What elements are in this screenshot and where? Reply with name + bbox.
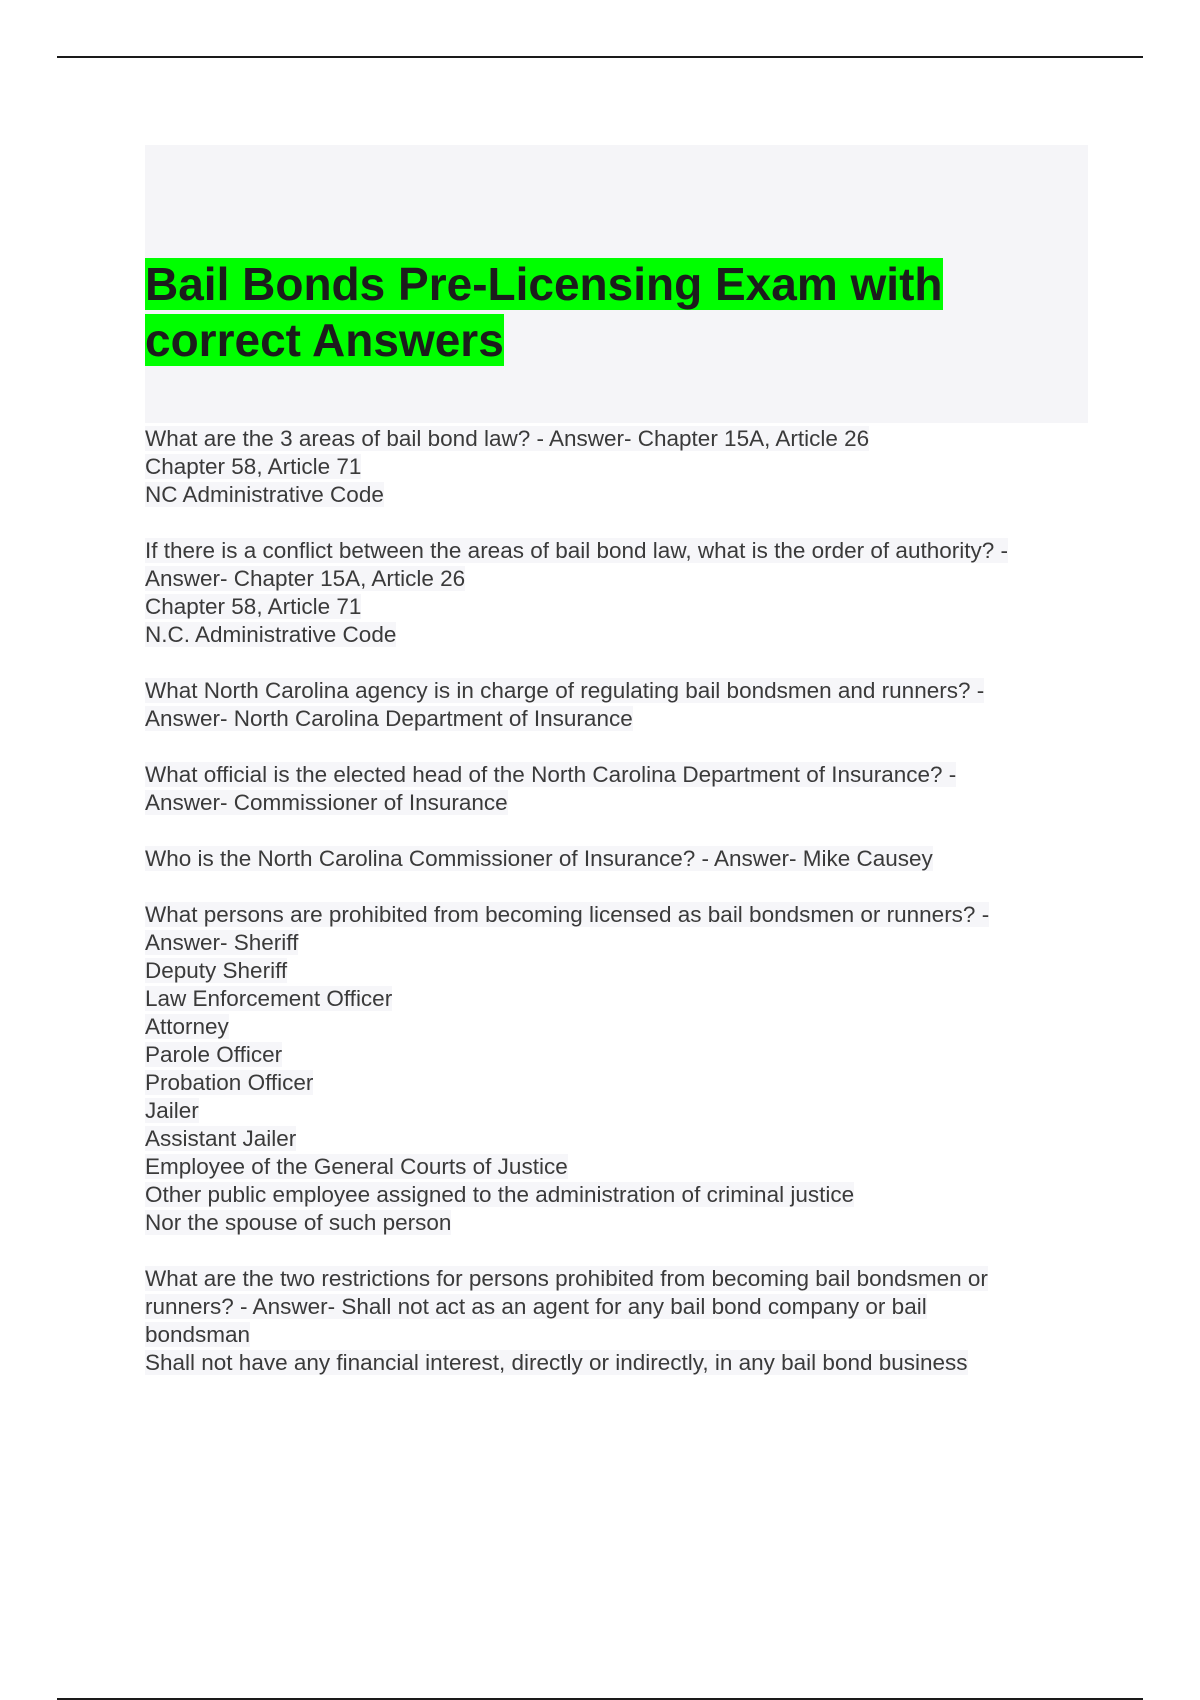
- qa-line: Probation Officer: [145, 1070, 314, 1095]
- qa-line: Nor the spouse of such person: [145, 1210, 452, 1235]
- qa-line: What are the 3 areas of bail bond law? - Answer- Chapter 15A, Article 26: [145, 426, 870, 451]
- qa-line: Answer- Sheriff: [145, 930, 299, 955]
- qa-item: [145, 845, 1085, 873]
- qa-line: Employee of the General Courts of Justice: [145, 1154, 568, 1179]
- qa-line: Jailer: [145, 1098, 199, 1123]
- qa-line: bondsman: [145, 1322, 251, 1347]
- qa-line: Who is the North Carolina Commissioner of Insurance? - Answer- Mike Causey: [145, 846, 933, 871]
- qa-line: What are the two restrictions for persons prohibited from becoming bail bondsmen or: [145, 1266, 988, 1291]
- qa-line: Deputy Sheriff: [145, 958, 288, 983]
- qa-item: [145, 425, 1085, 509]
- qa-item: [145, 677, 1085, 733]
- qa-line: Other public employee assigned to the administration of criminal justice: [145, 1182, 855, 1207]
- qa-line: What North Carolina agency is in charge of regulating bail bondsmen and runners? -: [145, 678, 985, 703]
- qa-line: Assistant Jailer: [145, 1126, 297, 1151]
- header-rule: [57, 56, 1143, 58]
- document-title: [145, 256, 1045, 368]
- qa-line: Answer- Commissioner of Insurance: [145, 790, 508, 815]
- qa-line: Attorney: [145, 1014, 229, 1039]
- qa-line: What official is the elected head of the North Carolina Department of Insurance? -: [145, 762, 957, 787]
- qa-line: Answer- North Carolina Department of Insurance: [145, 706, 633, 731]
- qa-line: Answer- Chapter 15A, Article 26: [145, 566, 466, 591]
- qa-line: Shall not have any financial interest, directly or indirectly, in any bail bond business: [145, 1350, 968, 1375]
- qa-line: What persons are prohibited from becoming licensed as bail bondsmen or runners? -: [145, 902, 990, 927]
- qa-line: NC Administrative Code: [145, 482, 384, 507]
- qa-line: runners? - Answer- Shall not act as an agent for any bail bond company or bail: [145, 1294, 927, 1319]
- qa-item: [145, 537, 1085, 649]
- qa-item: [145, 1265, 1085, 1377]
- title-line-1: Bail Bonds Pre-Licensing Exam with: [145, 258, 943, 310]
- qa-item: [145, 761, 1085, 817]
- title-line-2: correct Answers: [145, 314, 504, 366]
- qa-line: N.C. Administrative Code: [145, 622, 397, 647]
- qa-line: Chapter 58, Article 71: [145, 594, 362, 619]
- qa-line: Chapter 58, Article 71: [145, 454, 362, 479]
- qa-line: If there is a conflict between the areas of bail bond law, what is the order of authority? -: [145, 538, 1008, 563]
- qa-list: [145, 425, 1085, 1405]
- qa-line: Law Enforcement Officer: [145, 986, 393, 1011]
- qa-line: Parole Officer: [145, 1042, 283, 1067]
- qa-item: [145, 901, 1085, 1237]
